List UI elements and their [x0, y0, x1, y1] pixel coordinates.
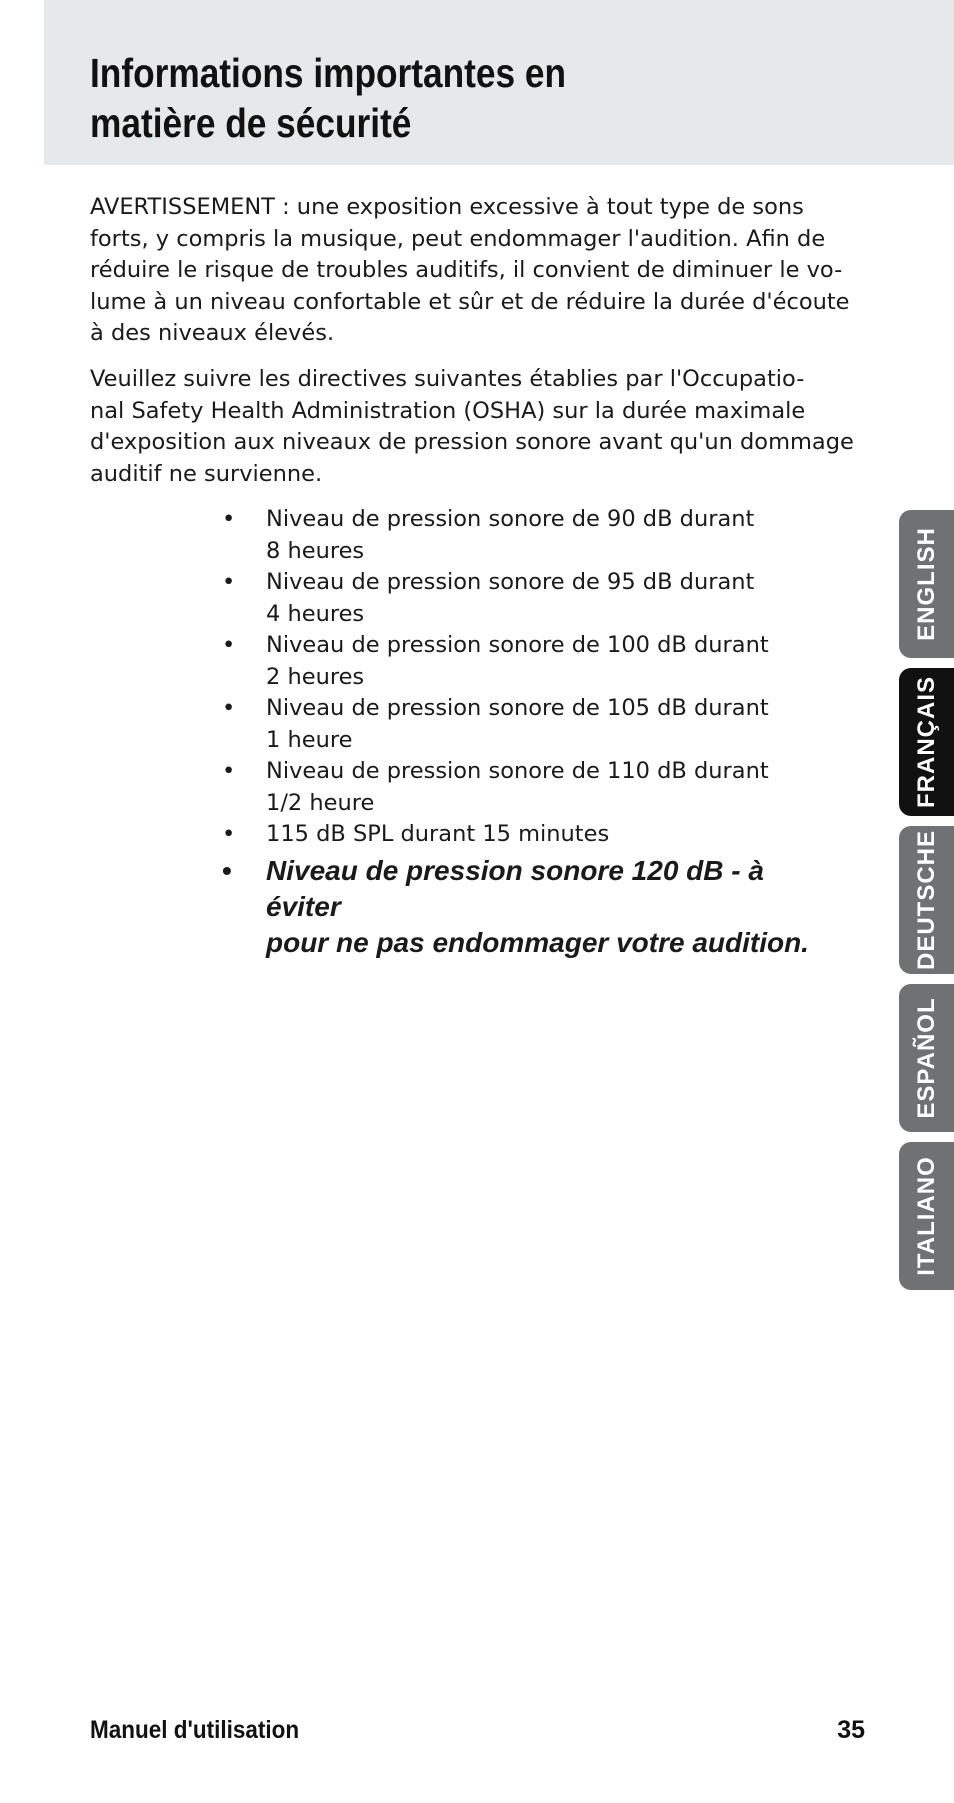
bullet-glyph: •	[222, 506, 236, 532]
list-item-text: Niveau de pression sonore de 90 dB durant	[266, 506, 755, 532]
exposure-list	[222, 504, 842, 961]
page-title	[90, 48, 744, 148]
bullet-glyph: •	[222, 569, 236, 595]
tab-deutsche[interactable]	[899, 826, 954, 974]
warning-line: AVERTISSEMENT : une exposition excessive à tout type de sons	[90, 194, 804, 220]
osha-line: d'exposition aux niveaux de pression sonore avant qu'un dommage	[90, 429, 854, 455]
warning-line: forts, y compris la musique, peut endommager l'audition. Afin de	[90, 225, 826, 252]
osha-line: auditif ne survienne.	[90, 460, 323, 487]
list-item-text: Niveau de pression sonore de 105 dB durant	[266, 695, 769, 721]
list-item	[222, 819, 842, 851]
list-item-text: 115 dB SPL durant 15 minutes	[266, 821, 610, 847]
tab-label: ENGLISH	[912, 527, 940, 641]
list-item-text: 8 heures	[266, 537, 365, 564]
emphasis-text: pour ne pas endommager votre audition.	[266, 926, 809, 958]
list-item-text: 1/2 heure	[266, 789, 375, 816]
warning-line: lume à un niveau confortable et sûr et de réduire la durée d'écoute	[90, 288, 850, 315]
bullet-glyph: •	[222, 854, 232, 886]
tab-francais[interactable]	[899, 668, 954, 816]
tab-label: FRANÇAIS	[912, 676, 940, 808]
page-number: 35	[837, 1716, 865, 1744]
list-item	[222, 630, 842, 693]
warning-paragraph	[90, 192, 870, 350]
page-title-line-1: Informations importantes en	[90, 50, 567, 96]
list-item-text: Niveau de pression sonore de 110 dB durant	[266, 758, 769, 784]
tab-english[interactable]	[899, 510, 954, 658]
footer-manual-title: Manuel d'utilisation	[90, 1716, 300, 1744]
osha-line: nal Safety Health Administration (OSHA) sur la durée maximale	[90, 397, 806, 424]
bullet-glyph: •	[222, 821, 236, 847]
tab-label: ITALIANO	[912, 1156, 940, 1276]
list-item	[222, 693, 842, 756]
osha-line: Veuillez suivre les directives suivantes établies par l'Occupatio-	[90, 366, 805, 392]
list-item-text: 1 heure	[266, 726, 353, 753]
page-title-line-2: matière de sécurité	[90, 100, 412, 146]
list-item-text: Niveau de pression sonore de 100 dB durant	[266, 632, 769, 658]
list-item	[222, 756, 842, 819]
list-item-emphasis	[222, 853, 842, 961]
tab-italiano[interactable]	[899, 1142, 954, 1290]
bullet-glyph: •	[222, 632, 236, 658]
list-item	[222, 567, 842, 630]
list-item-text: 2 heures	[266, 663, 365, 690]
osha-paragraph	[90, 364, 870, 490]
tab-espanol[interactable]	[899, 984, 954, 1132]
warning-line: réduire le risque de troubles auditifs, il convient de diminuer le vo-	[90, 257, 843, 283]
warning-line: à des niveaux élevés.	[90, 320, 335, 346]
tab-label: ESPAÑOL	[912, 997, 940, 1119]
emphasis-text: Niveau de pression sonore 120 dB - à éviter	[266, 854, 764, 922]
list-item-text: Niveau de pression sonore de 95 dB durant	[266, 569, 755, 595]
bullet-glyph: •	[222, 695, 236, 721]
list-item	[222, 504, 842, 567]
bullet-glyph: •	[222, 758, 236, 784]
tab-label: DEUTSCHE	[912, 829, 940, 971]
list-item-text: 4 heures	[266, 600, 365, 627]
